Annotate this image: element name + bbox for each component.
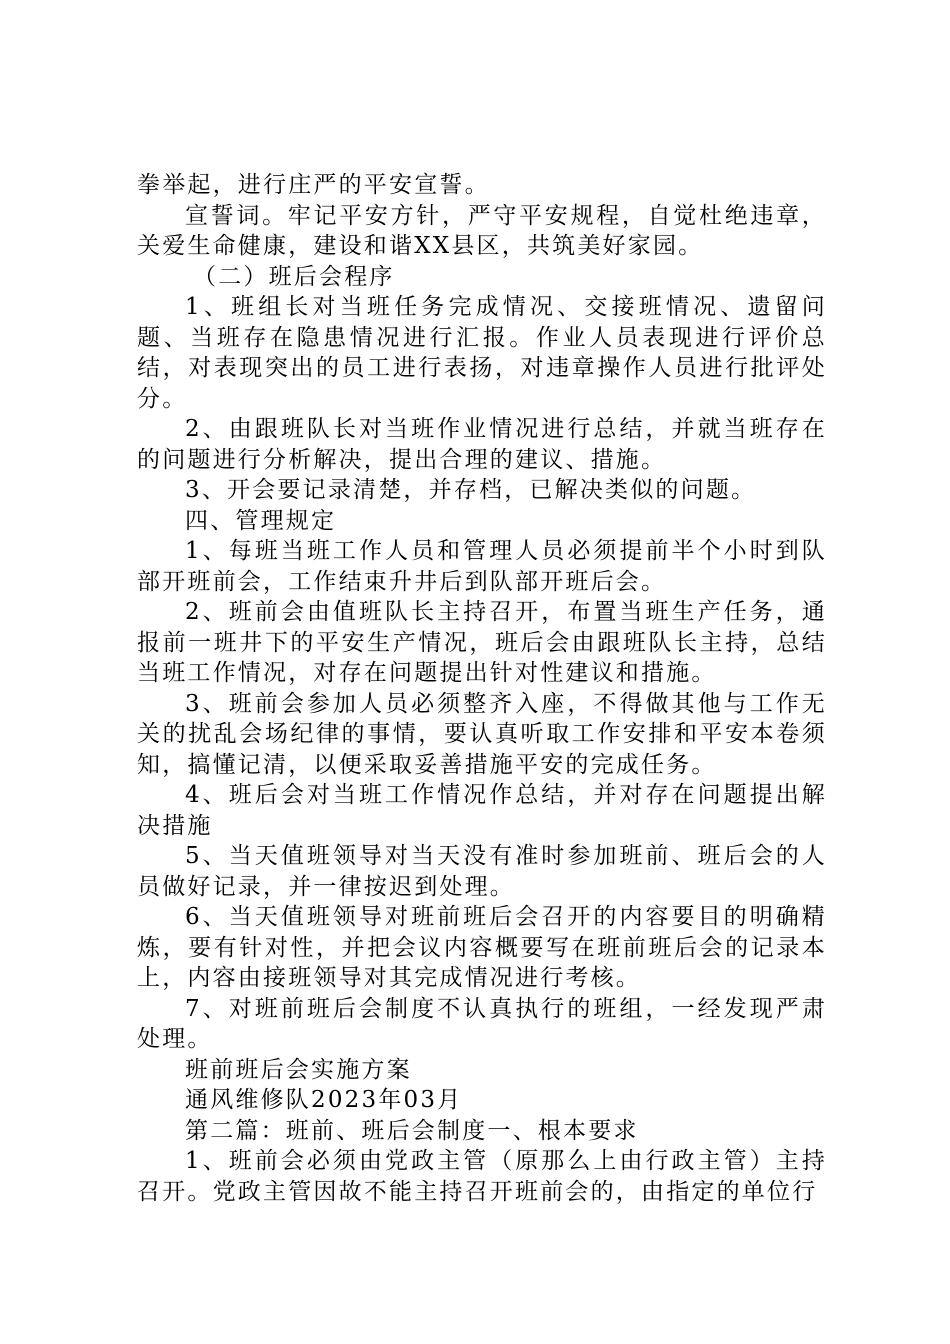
paragraph-12: 6、当天值班领导对班前班后会召开的内容要目的明确精炼，要有针对性，并把会议内容概要写在班前班后会的记录本上，内容由接班领导对其完成情况进行考核。 [137, 904, 827, 991]
plan-title: 班前班后会实施方案 [185, 1056, 412, 1083]
paragraph-3: 1、班组长对当班任务完成情况、交接班情况、遗留问题、当班存在隐患情况进行汇报。作业人员表现进行评价总结，对表现突出的员工进行表扬，对违章操作人员进行批评处分。 [137, 294, 827, 412]
paragraph-10: 4、班后会对当班工作情况作总结，并对存在问题提出解决措施 [137, 782, 827, 839]
paragraph-9: 3、班前会参加人员必须整齐入座，不得做其他与工作无关的扰乱会场纪律的事情，要认真听取工作安排和平安本卷须知，搞懂记清，以便采取妥善措施平安的完成任务。 [137, 690, 827, 778]
paragraph-11: 5、当天值班领导对当天没有准时参加班前、班后会的人员做好记录，并一律按迟到处理。 [137, 843, 827, 900]
paragraph-4: 2、由跟班队长对当班作业情况进行总结，并就当班存在的问题进行分析解决，提出合理的建议、措施。 [137, 416, 827, 473]
paragraph-5: 3、开会要记录清楚，并存档，已解决类似的问题。 [185, 477, 757, 503]
plan-signature-date: 通风维修队2023年03月 [185, 1087, 463, 1113]
section-heading-2: （二）班后会程序 [193, 263, 395, 290]
paragraph-13: 7、对班前班后会制度不认真执行的班组，一经发现严肃处理。 [137, 995, 827, 1052]
paragraph-7: 1、每班当班工作人员和管理人员必须提前半个小时到队部开班前会，工作结束升井后到队部开班后会。 [137, 538, 827, 595]
paragraph-8: 2、班前会由值班队长主持召开，布置当班生产任务，通报前一班井下的平安生产情况，班后会由跟班队长主持，总结当班工作情况，对存在问题提出针对性建议和措施。 [137, 599, 827, 686]
document-body [137, 170, 827, 1207]
section-heading-6: 四、管理规定 [185, 507, 337, 534]
paragraph-0: 拳举起，进行庄严的平安宣誓。 [137, 172, 490, 198]
chapter-heading: 第二篇：班前、班后会制度一、根本要求 [185, 1117, 639, 1144]
paragraph-1: 宣誓词。牢记平安方针，严守平安规程，自觉杜绝违章，关爱生命健康，建设和谐XX县区，共筑美好家园。 [137, 202, 827, 259]
paragraph-17: 1、班前会必须由党政主管（原那么上由行政主管）主持召开。党政主管因故不能主持召开班前会的，由指定的单位行 [137, 1148, 827, 1205]
